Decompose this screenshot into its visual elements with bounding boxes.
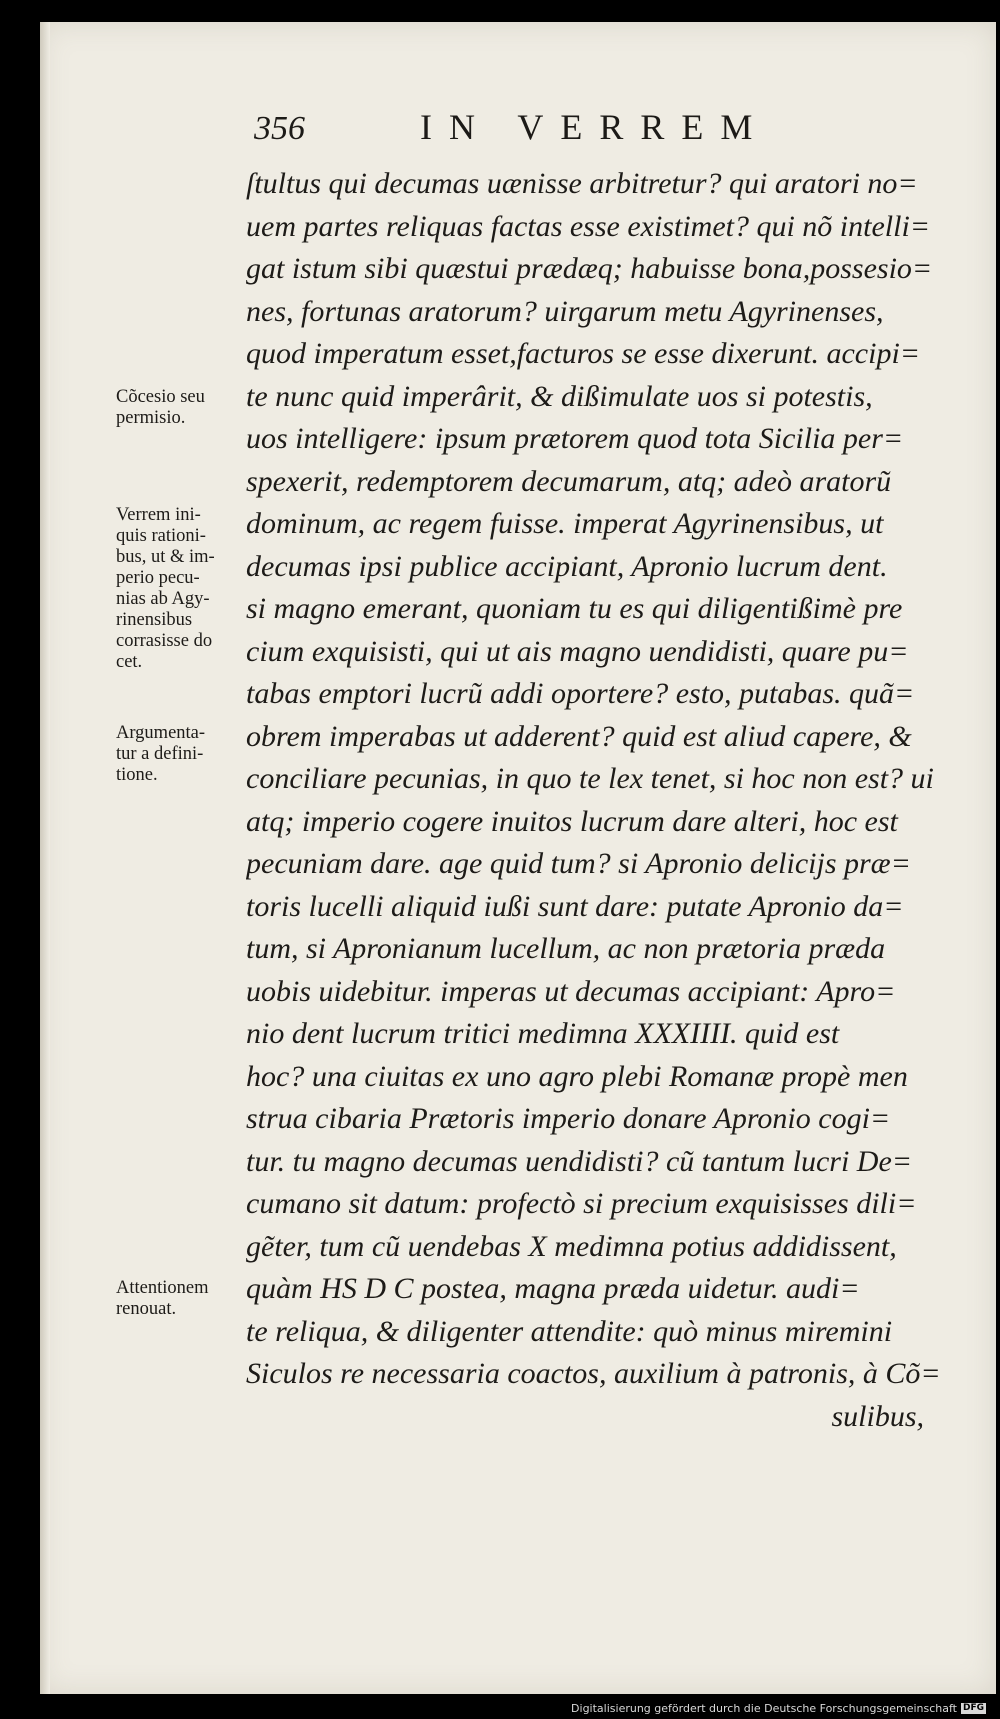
- text-line: toris lucelli aliquid iußi sunt dare: putate Apronio da=: [246, 889, 904, 923]
- text-line: te reliqua, & diligenter attendite: quò minus miremini: [246, 1314, 893, 1348]
- marginal-note: Verrem ini- quis rationi- bus, ut & im- perio pecu- nias ab Agy- rinensibus corrasisse do cet.: [116, 505, 215, 672]
- text-line: uobis uidebitur. imperas ut decumas accipiant: Apro=: [246, 974, 896, 1008]
- text-line: tur. tu magno decumas uendidisti? cũ tantum lucri De=: [246, 1144, 913, 1178]
- text-line: cumano sit datum: profectò si precium exquisisses dili=: [246, 1187, 917, 1220]
- text-line: nio dent lucrum tritici medimna XXXIIII. quid est: [246, 1017, 840, 1050]
- running-title: IN VERREM: [420, 107, 770, 147]
- page-gutter: [40, 22, 50, 1694]
- text-line: tum, si Apronianum lucellum, ac non prætoria præda: [246, 932, 886, 965]
- marginal-note: Attentionem renouat.: [116, 1278, 209, 1319]
- text-line: te nunc quid imperârit, & dißimulate uos si potestis,: [246, 379, 873, 413]
- text-line: hoc? una ciuitas ex uno agro plebi Romanæ propè men: [246, 1059, 908, 1093]
- text-line: quàm HS D C postea, magna præda uidetur. audi=: [246, 1272, 860, 1305]
- text-line: nes, fortunas aratorum? uirgarum metu Agyrinenses,: [246, 294, 884, 328]
- marginal-note: Cõcesio seu permisio.: [116, 387, 205, 428]
- text-line: obrem imperabas ut adderent? quid est aliud capere, &: [246, 719, 912, 753]
- text-line-last: sulibus,: [831, 1399, 924, 1433]
- text-line: cium exquisisti, qui ut ais magno uendidisti, quare pu=: [246, 634, 909, 668]
- text-line: tabas emptori lucrũ addi oportere? esto, putabas. quã=: [246, 677, 915, 710]
- text-line: si magno emerant, quoniam tu es qui diligentißimè pre: [246, 592, 903, 625]
- text-line: gat istum sibi quæstui prædæq; habuisse bona,possesio=: [246, 252, 933, 285]
- text-line: strua cibaria Prætoris imperio donare Apronio cogi=: [246, 1102, 891, 1135]
- text-line: dominum, ac regem fuisse. imperat Agyrinensibus, ut: [246, 507, 884, 540]
- text-line: quod imperatum esset,facturos se esse dixerunt. accipi=: [246, 337, 921, 370]
- text-line: uos intelligere: ipsum prætorem quod tota Sicilia per=: [246, 422, 904, 455]
- text-line: atq; imperio cogere inuitos lucrum dare alteri, hoc est: [246, 804, 898, 838]
- text-line: ſtultus qui decumas uænisse arbitretur? qui aratori no=: [246, 167, 918, 200]
- digitization-credit: [571, 1702, 986, 1715]
- text-line: gẽter, tum cũ uendebas X medimna potius addidissent,: [246, 1229, 897, 1263]
- text-line: spexerit, redemptorem decumarum, atq; adeò aratorũ: [246, 464, 892, 498]
- body-text: [246, 163, 982, 1438]
- text-line: pecuniam dare. age quid tum? si Apronio delicijs præ=: [246, 847, 911, 880]
- marginal-note: Argumenta- tur a defini- tione.: [116, 723, 206, 785]
- credit-text: Digitalisierung gefördert durch die Deutsche Forschungsgemeinschaft: [571, 1702, 957, 1715]
- page-number: 356: [254, 110, 305, 147]
- text-line: conciliare pecunias, in quo te lex tenet, si hoc non est? ui: [246, 762, 934, 795]
- text-line: uem partes reliquas factas esse existimet? qui nõ intelli=: [246, 209, 931, 243]
- book-page: [40, 22, 996, 1694]
- text-line: Siculos re necessaria coactos, auxilium à patronis, à Cõ=: [246, 1357, 941, 1390]
- dfg-logo: DFG: [962, 1703, 984, 1713]
- text-line: decumas ipsi publice accipiant, Apronio lucrum dent.: [246, 549, 888, 583]
